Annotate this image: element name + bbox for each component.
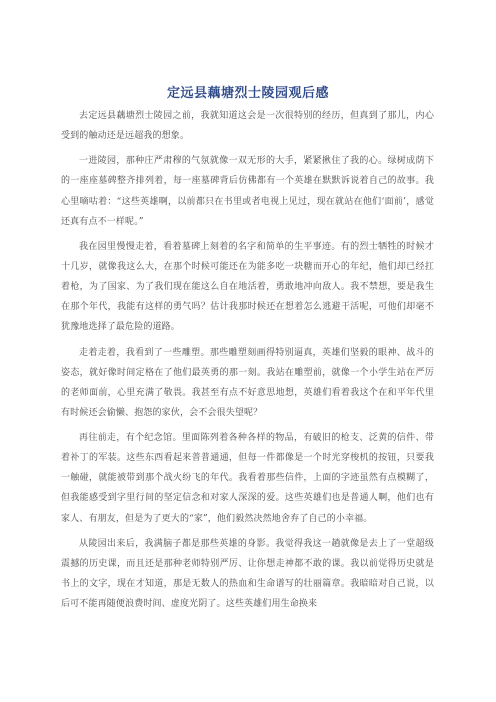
paragraph: 去定远县藕塘烈士陵园之前，我就知道这会是一次很特别的经历，但真到了那儿，内心受到的触动还是远超我的想象。: [61, 111, 434, 142]
paragraph: 再往前走，有个纪念馆。里面陈列着各种各样的物品，有破旧的枪支、泛黄的信件、带着补丁的军装。这些东西看起来普普通通，但每一件都像是一个时光穿梭机的按钮，只要我一触碰，就能被带到那个战火纷飞的年代。我看着那些信件，上面的字迹虽然有点模糊了，但我能感受到字里行间的坚定信念和对家人深深的爱。这些英雄们也是普通人啊，他们也有家人、有朋友，但是为了更大的“家”，他们毅然决然地舍弃了自己的小幸福。: [61, 433, 434, 524]
paragraph: 我在园里慢慢走着，看着墓碑上刻着的名字和简单的生平事迹。有的烈士牺牲的时候才十几岁，就像我这么大，在那个时候可能还在为能多吃一块糖而开心的年纪，他们却已经扛着枪，为了国家、为了我们现在能这么自在地活着，勇敢地冲向敌人。我不禁想，要是我生在那个年代，我能有这样的勇气吗？估计我那时候还在想着怎么逃避干活呢，可他们却毫不犹豫地选择了最危险的道路。: [61, 241, 434, 333]
paragraph: 一进陵园，那种庄严肃穆的气氛就像一双无形的大手，紧紧揪住了我的心。绿树成荫下的一座座墓碑整齐排列着，每一座墓碑背后仿佛都有一个英雄在默默诉说着自己的故事。我心里嘀咕着：“这些英雄啊，以前都只在书里或者电视上见过，现在就站在他们‘面前’，感觉还真有点不一样呢。”: [61, 156, 434, 227]
paragraph: 从陵园出来后，我满脑子都是那些英雄的身影。我觉得我这一趟就像是去上了一堂超级震撼的历史课，而且还是那种老师特别严厉、让你想走神都不敢的课。我以前觉得历史就是书上的文字，现在才知道，那是无数人的热血和生命谱写的壮丽篇章。我暗暗对自己说，以后可不能再随便浪费时间、虚度光阴了。这些英雄们用生命换来: [61, 538, 434, 610]
document-body: [61, 106, 434, 619]
document-title: 定远县藕塘烈士陵园观后感: [166, 86, 329, 101]
paragraph: 走着走着，我看到了一些雕塑。那些雕塑刻画得特别逼真，英雄们坚毅的眼神、战斗的姿态，就好像时间定格在了他们最英勇的那一刻。我站在雕塑前，就像一个小学生站在严厉的老师面前，心里充满了敬畏。我甚至有点不好意思地想，英雄们看着我这个在和平年代里有时候还会偷懒、抱怨的家伙，会不会很失望呢？: [61, 347, 434, 418]
